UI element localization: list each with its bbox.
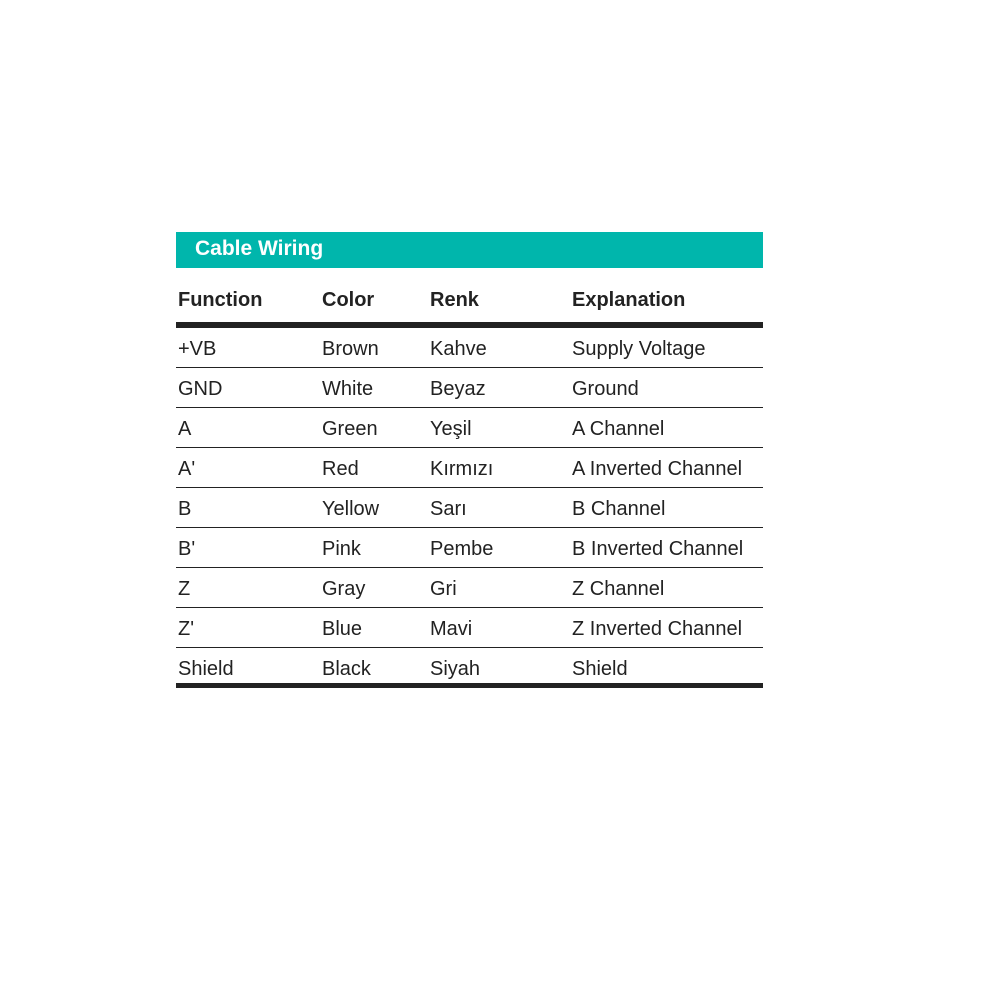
- cell-renk: Sarı: [430, 498, 467, 520]
- cell-function: A': [178, 458, 196, 480]
- cell-explanation: B Inverted Channel: [572, 538, 744, 560]
- cell-color: Pink: [322, 538, 361, 560]
- table-header-row: [176, 268, 763, 328]
- header-color: Color: [322, 289, 375, 311]
- cell-color: Black: [322, 658, 371, 680]
- cell-function: GND: [178, 378, 223, 400]
- cell-color: Gray: [322, 578, 366, 600]
- header-explanation: Explanation: [572, 289, 686, 311]
- table-row: [176, 568, 763, 608]
- cell-color: Yellow: [322, 498, 380, 520]
- cell-function: Shield: [178, 658, 234, 680]
- cell-renk: Gri: [430, 578, 457, 600]
- cell-function: A: [178, 418, 192, 440]
- cell-renk: Yeşil: [430, 418, 472, 440]
- table-title: Cable Wiring: [176, 232, 763, 268]
- cell-renk: Pembe: [430, 538, 494, 560]
- cell-explanation: Supply Voltage: [572, 338, 706, 360]
- header-function: Function: [178, 289, 263, 311]
- cell-explanation: A Channel: [572, 418, 665, 440]
- cell-renk: Mavi: [430, 618, 473, 640]
- cell-color: Brown: [322, 338, 379, 360]
- cell-function: B: [178, 498, 192, 520]
- cell-color: Red: [322, 458, 359, 480]
- cell-explanation: Ground: [572, 378, 639, 400]
- cell-renk: Beyaz: [430, 378, 486, 400]
- table-row: [176, 328, 763, 368]
- table-row: [176, 448, 763, 488]
- cell-color: White: [322, 378, 374, 400]
- cell-explanation: A Inverted Channel: [572, 458, 743, 480]
- cell-color: Blue: [322, 618, 363, 640]
- table-row: [176, 648, 763, 688]
- cell-explanation: Shield: [572, 658, 628, 680]
- cell-explanation: Z Inverted Channel: [572, 618, 743, 640]
- table-row: [176, 528, 763, 568]
- cell-function: +VB: [178, 338, 217, 360]
- table-row: [176, 488, 763, 528]
- cell-explanation: B Channel: [572, 498, 666, 520]
- cell-renk: Kırmızı: [430, 458, 494, 480]
- cell-function: Z': [178, 618, 195, 640]
- cell-renk: Kahve: [430, 338, 487, 360]
- table-row: [176, 408, 763, 448]
- cell-function: Z: [178, 578, 191, 600]
- header-renk: Renk: [430, 289, 479, 311]
- cell-function: B': [178, 538, 196, 560]
- table-row: [176, 368, 763, 408]
- cable-wiring-table: [176, 232, 763, 688]
- cell-renk: Siyah: [430, 658, 481, 680]
- table-row: [176, 608, 763, 648]
- cell-color: Green: [322, 418, 378, 440]
- cell-explanation: Z Channel: [572, 578, 665, 600]
